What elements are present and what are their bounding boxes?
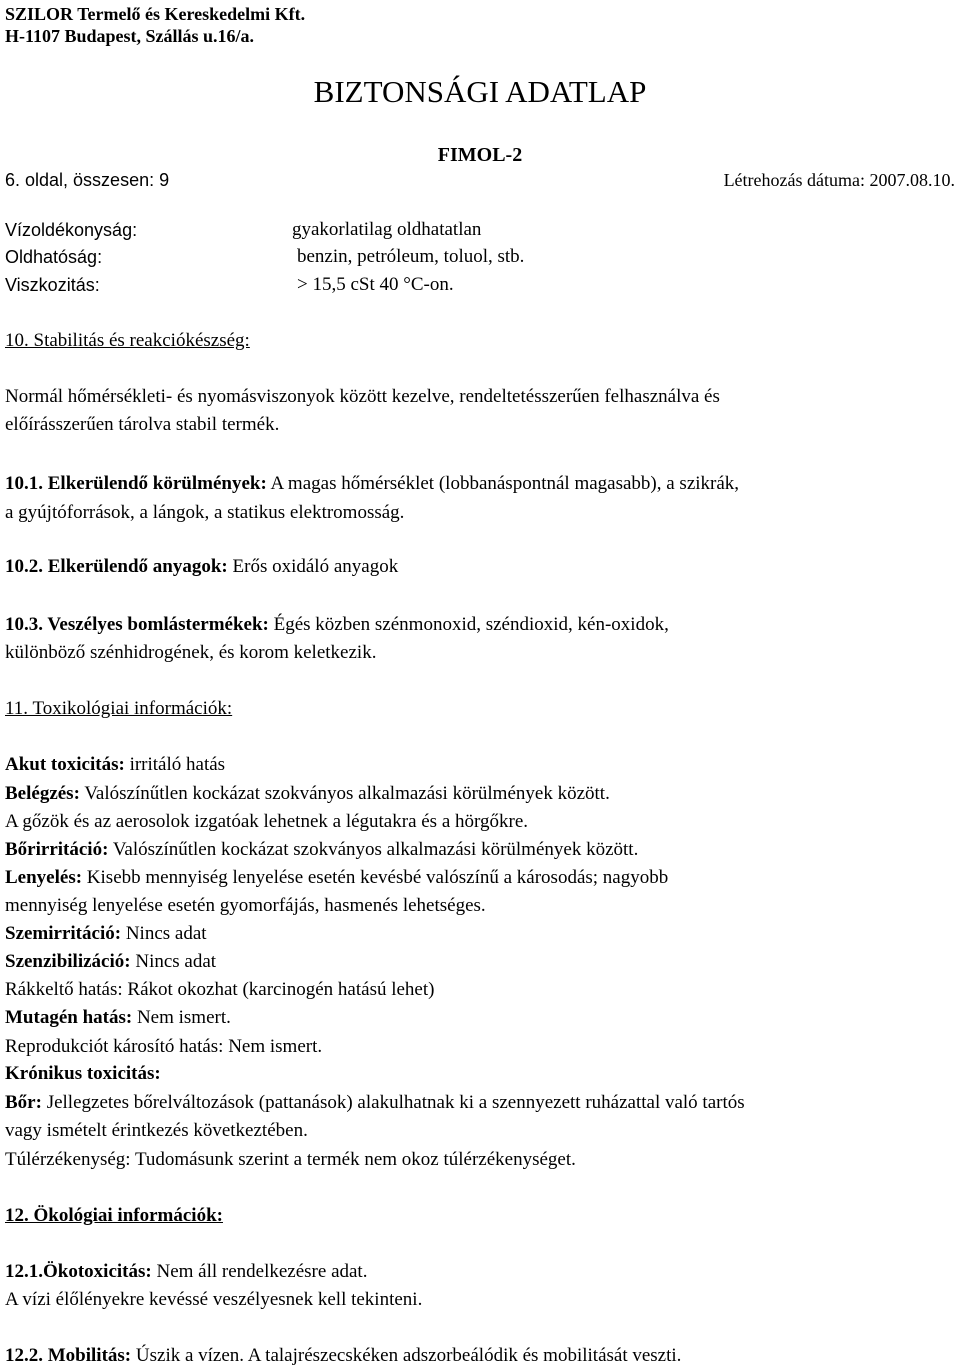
section-10-2 [5,556,398,578]
section-10-3-label: 10.3. Veszélyes bomlástermékek: [5,614,269,635]
acute-toxicity-text: irritáló hatás [124,754,226,775]
eye-irritation [5,923,207,945]
section-12-1-text: Nem áll rendelkezésre adat. [151,1261,368,1282]
section-10-2-text: Erős oxidáló anyagok [227,556,399,577]
mutagenicity-text: Nem ismert. [132,1007,231,1028]
chronic-toxicity-label: Krónikus toxicitás: [5,1063,161,1084]
section-12-heading: 12. Ökológiai információk: [5,1205,223,1226]
sensitization [5,951,216,973]
acute-toxicity [5,754,225,776]
page-info: 6. oldal, összesen: 9 [5,170,170,190]
skin-label: Bőr: [5,1092,42,1113]
company-name: SZILOR Termelő és Kereskedelmi Kft. [5,4,306,24]
section-10-3 [5,614,669,636]
section-12-1-label: 12.1.Ökotoxicitás: [5,1261,152,1282]
mutagenicity [5,1007,231,1029]
hypersensitivity: Túlérzékenység: Tudomásunk szerint a termék nem okoz túlérzékenységet. [5,1149,576,1170]
section-10-1-label: 10.1. Elkerülendő körülmények: [5,473,267,494]
section-10-2-label: 10.2. Elkerülendő anyagok: [5,556,228,577]
ingestion [5,867,668,889]
ingestion-label: Lenyelés: [5,867,83,888]
section-12-2 [5,1345,681,1367]
section-10-1 [5,473,739,495]
carcinogenicity: Rákkeltő hatás: Rákot okozhat (karcinogén hatású lehet) [5,979,435,1000]
ingestion-cont: mennyiség lenyelése esetén gyomorfájás, hasmenés lehetséges. [5,895,486,916]
inhalation-text: Valószínűtlen kockázat szokványos alkalmazási körülmények között. [79,783,610,804]
created-date: Létrehozás dátuma: 2007.08.10. [723,170,955,190]
section-10-intro-cont: előírásszerűen tárolva stabil termék. [5,414,280,435]
property-label: Viszkozitás: [5,275,100,295]
skin-irritation [5,839,638,861]
skin [5,1092,745,1114]
vapours-text: A gőzök és az aerosolok izgatóak lehetnek a légutakra és a hörgőkre. [5,811,529,832]
skin-cont: vagy ismételt érintkezés következtében. [5,1120,308,1141]
section-10-heading: 10. Stabilitás és reakciókészség: [5,330,250,351]
property-value: gyakorlatilag oldhatatlan [292,219,482,240]
reproductive-toxicity: Reprodukciót károsító hatás: Nem ismert. [5,1036,323,1057]
eye-irritation-label: Szemirritáció: [5,923,122,944]
product-name: FIMOL-2 [437,144,523,166]
property-value: benzin, petróleum, toluol, stb. [297,246,525,267]
property-label: Oldhatóság: [5,247,103,267]
document-title: BIZTONSÁGI ADATLAP [313,74,647,109]
aquatic-text: A vízi élőlényekre kevéssé veszélyesnek kell tekinteni. [5,1289,423,1310]
mutagenicity-label: Mutagén hatás: [5,1007,133,1028]
section-10-1-cont: a gyújtóforrások, a lángok, a statikus elektromosság. [5,502,405,523]
acute-toxicity-label: Akut toxicitás: [5,754,125,775]
section-12-1 [5,1261,367,1283]
section-10-3-text: Égés közben szénmonoxid, széndioxid, kén-oxidok, [268,614,669,635]
inhalation [5,783,610,805]
eye-irritation-text: Nincs adat [121,923,207,944]
section-10-intro: Normál hőmérsékleti- és nyomásviszonyok között kezelve, rendeltetésszerűen felhasználva és [5,386,720,407]
section-12-2-label: 12.2. Mobilitás: [5,1345,132,1366]
section-10-3-cont: különböző szénhidrogének, és korom keletkezik. [5,642,377,663]
skin-text: Jellegzetes bőrelváltozások (pattanások) alakulhatnak ki a szennyezett ruházattal való tartós [41,1092,745,1113]
section-11-heading: 11. Toxikológiai információk: [5,698,233,719]
section-12-2-text: Úszik a vízen. A talajrészecskéken adszorbeálódik és mobilitását veszti. [131,1345,682,1366]
property-label: Vízoldékonyság: [5,220,138,240]
inhalation-label: Belégzés: [5,783,80,804]
skin-irritation-text: Valószínűtlen kockázat szokványos alkalmazási körülmények között. [108,839,639,860]
sensitization-text: Nincs adat [130,951,217,972]
sensitization-label: Szenzibilizáció: [5,951,131,972]
property-value: > 15,5 cSt 40 °C-on. [297,274,454,295]
section-10-1-text: A magas hőmérséklet (lobbanáspontnál magasabb), a szikrák, [266,473,740,494]
company-address: H-1107 Budapest, Szállás u.16/a. [5,26,255,46]
ingestion-text: Kisebb mennyiség lenyelése esetén kevésbé valószínű a károsodás; nagyobb [82,867,669,888]
skin-irritation-label: Bőrirritáció: [5,839,109,860]
